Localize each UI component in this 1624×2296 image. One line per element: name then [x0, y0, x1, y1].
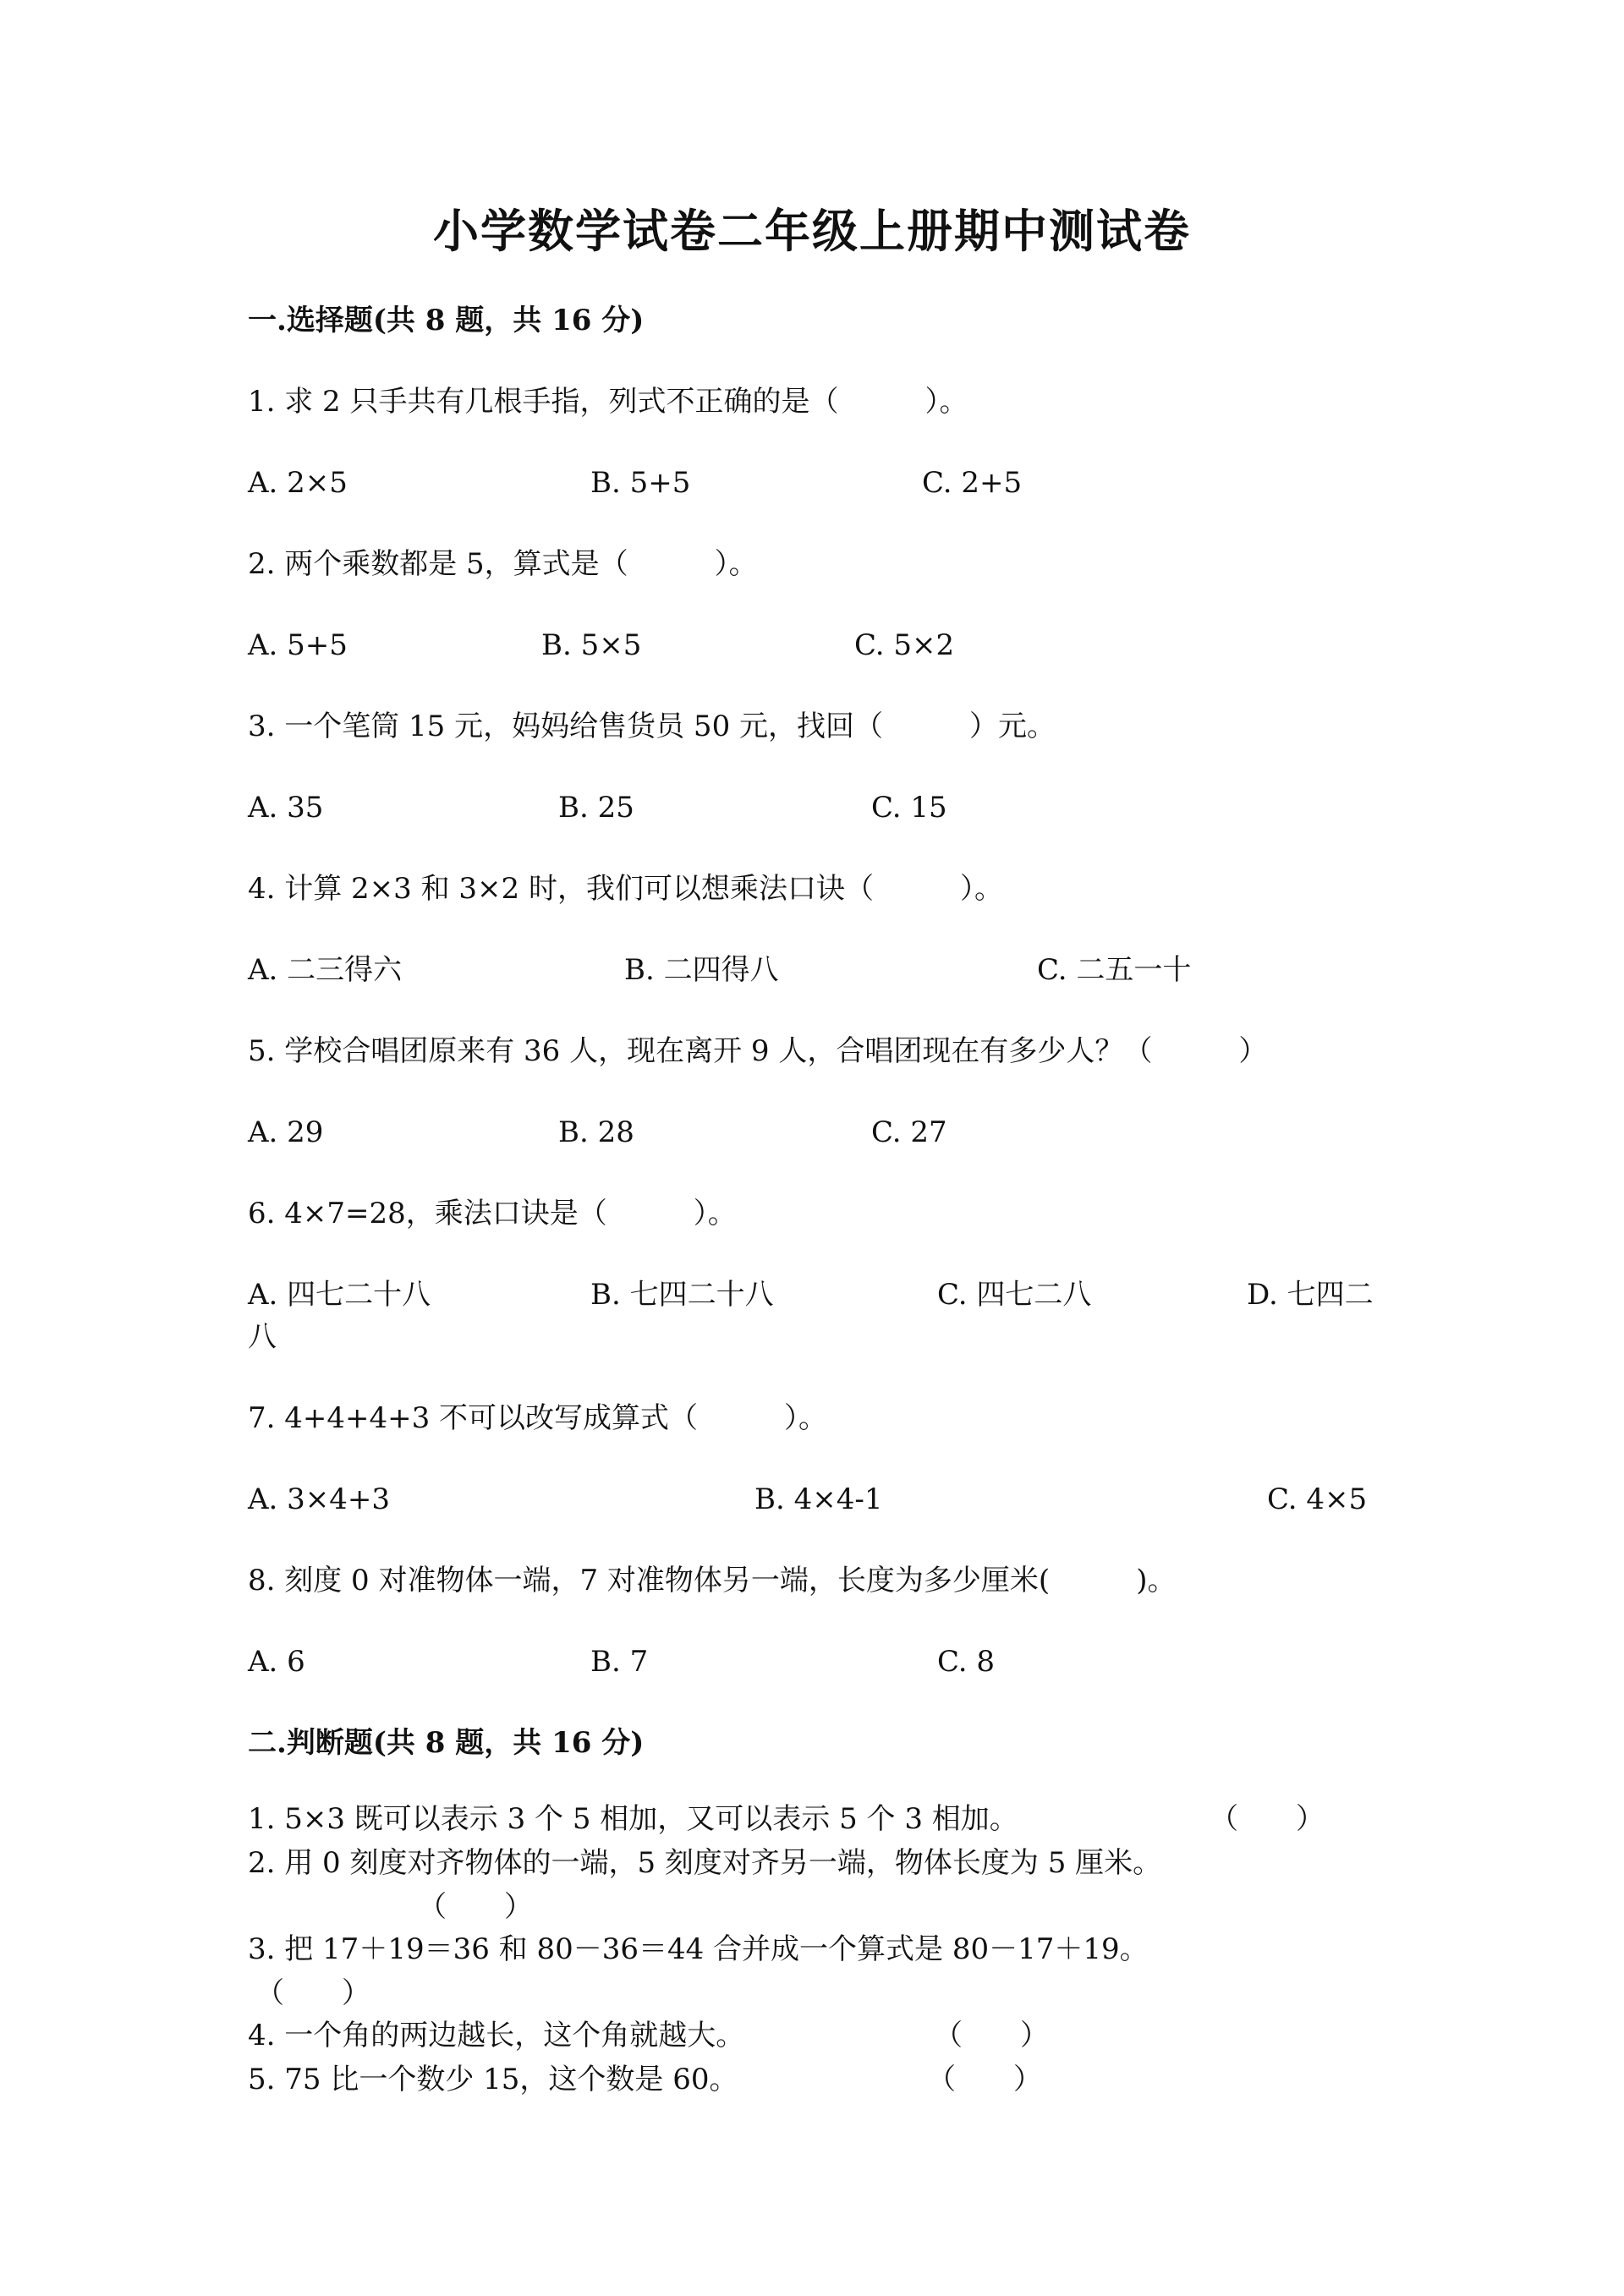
option-b: B. 5×5	[541, 628, 642, 662]
option-a: A. 2×5	[248, 466, 348, 500]
option-b: B. 25	[558, 791, 634, 825]
section-heading-judgement: 二.判断题(共 8 题，共 16 分)	[248, 1726, 645, 1760]
option-b: B. 4×4-1	[754, 1482, 883, 1516]
question-stem: 2. 两个乘数都是 5，算式是（ ）。	[248, 547, 758, 581]
option-a: A. 35	[248, 791, 324, 825]
option-c: C. 15	[871, 791, 947, 825]
option-a: A. 5+5	[248, 628, 348, 662]
answer-paren: （ ）	[934, 2019, 1049, 2052]
question-stem: 3. 一个笔筒 15 元，妈妈给售货员 50 元，找回（ ）元。	[248, 710, 1056, 743]
question-stem: 5. 学校合唱团原来有 36 人，现在离开 9 人，合唱团现在有多少人？（ ）	[248, 1034, 1268, 1068]
answer-paren: （ ）	[1210, 1802, 1325, 1836]
judgement-item: 3. 把 17＋19＝36 和 80－36＝44 合并成一个算式是 80－17＋19。	[248, 1932, 1149, 1966]
question-stem: 6. 4×7=28，乘法口诀是（ ）。	[248, 1197, 737, 1230]
judgement-item: 1. 5×3 既可以表示 3 个 5 相加，又可以表示 5 个 3 相加。	[248, 1802, 1018, 1836]
answer-paren: （ ）	[927, 2063, 1042, 2096]
answer-paren: （ ）	[418, 1890, 533, 1924]
option-c: C. 二五一十	[1037, 953, 1192, 987]
option-b: B. 28	[558, 1115, 634, 1149]
option-d: D. 七四二	[1247, 1278, 1374, 1312]
option-c: C. 4×5	[1267, 1482, 1368, 1516]
judgement-item: 2. 用 0 刻度对齐物体的一端，5 刻度对齐另一端，物体长度为 5 厘米。	[248, 1846, 1162, 1880]
question-stem: 8. 刻度 0 对准物体一端，7 对准物体另一端，长度为多少厘米( )。	[248, 1564, 1177, 1597]
option-c: C. 四七二八	[937, 1278, 1092, 1312]
option-c: C. 2+5	[922, 466, 1023, 500]
option-a: A. 二三得六	[248, 953, 403, 987]
question-stem: 4. 计算 2×3 和 3×2 时，我们可以想乘法口诀（ ）。	[248, 872, 1003, 906]
option-a: A. 四七二十八	[248, 1278, 431, 1312]
option-c: C. 27	[871, 1115, 947, 1149]
answer-paren: （ ）	[255, 1976, 370, 2010]
option-b: B. 二四得八	[624, 953, 779, 987]
option-b: B. 7	[590, 1645, 649, 1679]
question-stem: 7. 4+4+4+3 不可以改写成算式（ ）。	[248, 1401, 828, 1435]
option-a: A. 6	[248, 1645, 305, 1679]
question-stem: 1. 求 2 只手共有几根手指，列式不正确的是（ ）。	[248, 385, 968, 419]
option-b: B. 七四二十八	[590, 1278, 774, 1312]
option-b: B. 5+5	[590, 466, 691, 500]
section-heading-choice: 一.选择题(共 8 题，共 16 分)	[248, 304, 645, 337]
option-d-wrap: 八	[248, 1320, 277, 1354]
option-a: A. 3×4+3	[248, 1482, 391, 1516]
option-a: A. 29	[248, 1115, 324, 1149]
page-title: 小学数学试卷二年级上册期中测试卷	[433, 204, 1191, 258]
option-c: C. 8	[937, 1645, 996, 1679]
judgement-item: 5. 75 比一个数少 15，这个数是 60。	[248, 2063, 738, 2096]
judgement-item: 4. 一个角的两边越长，这个角就越大。	[248, 2019, 745, 2052]
option-c: C. 5×2	[854, 628, 955, 662]
